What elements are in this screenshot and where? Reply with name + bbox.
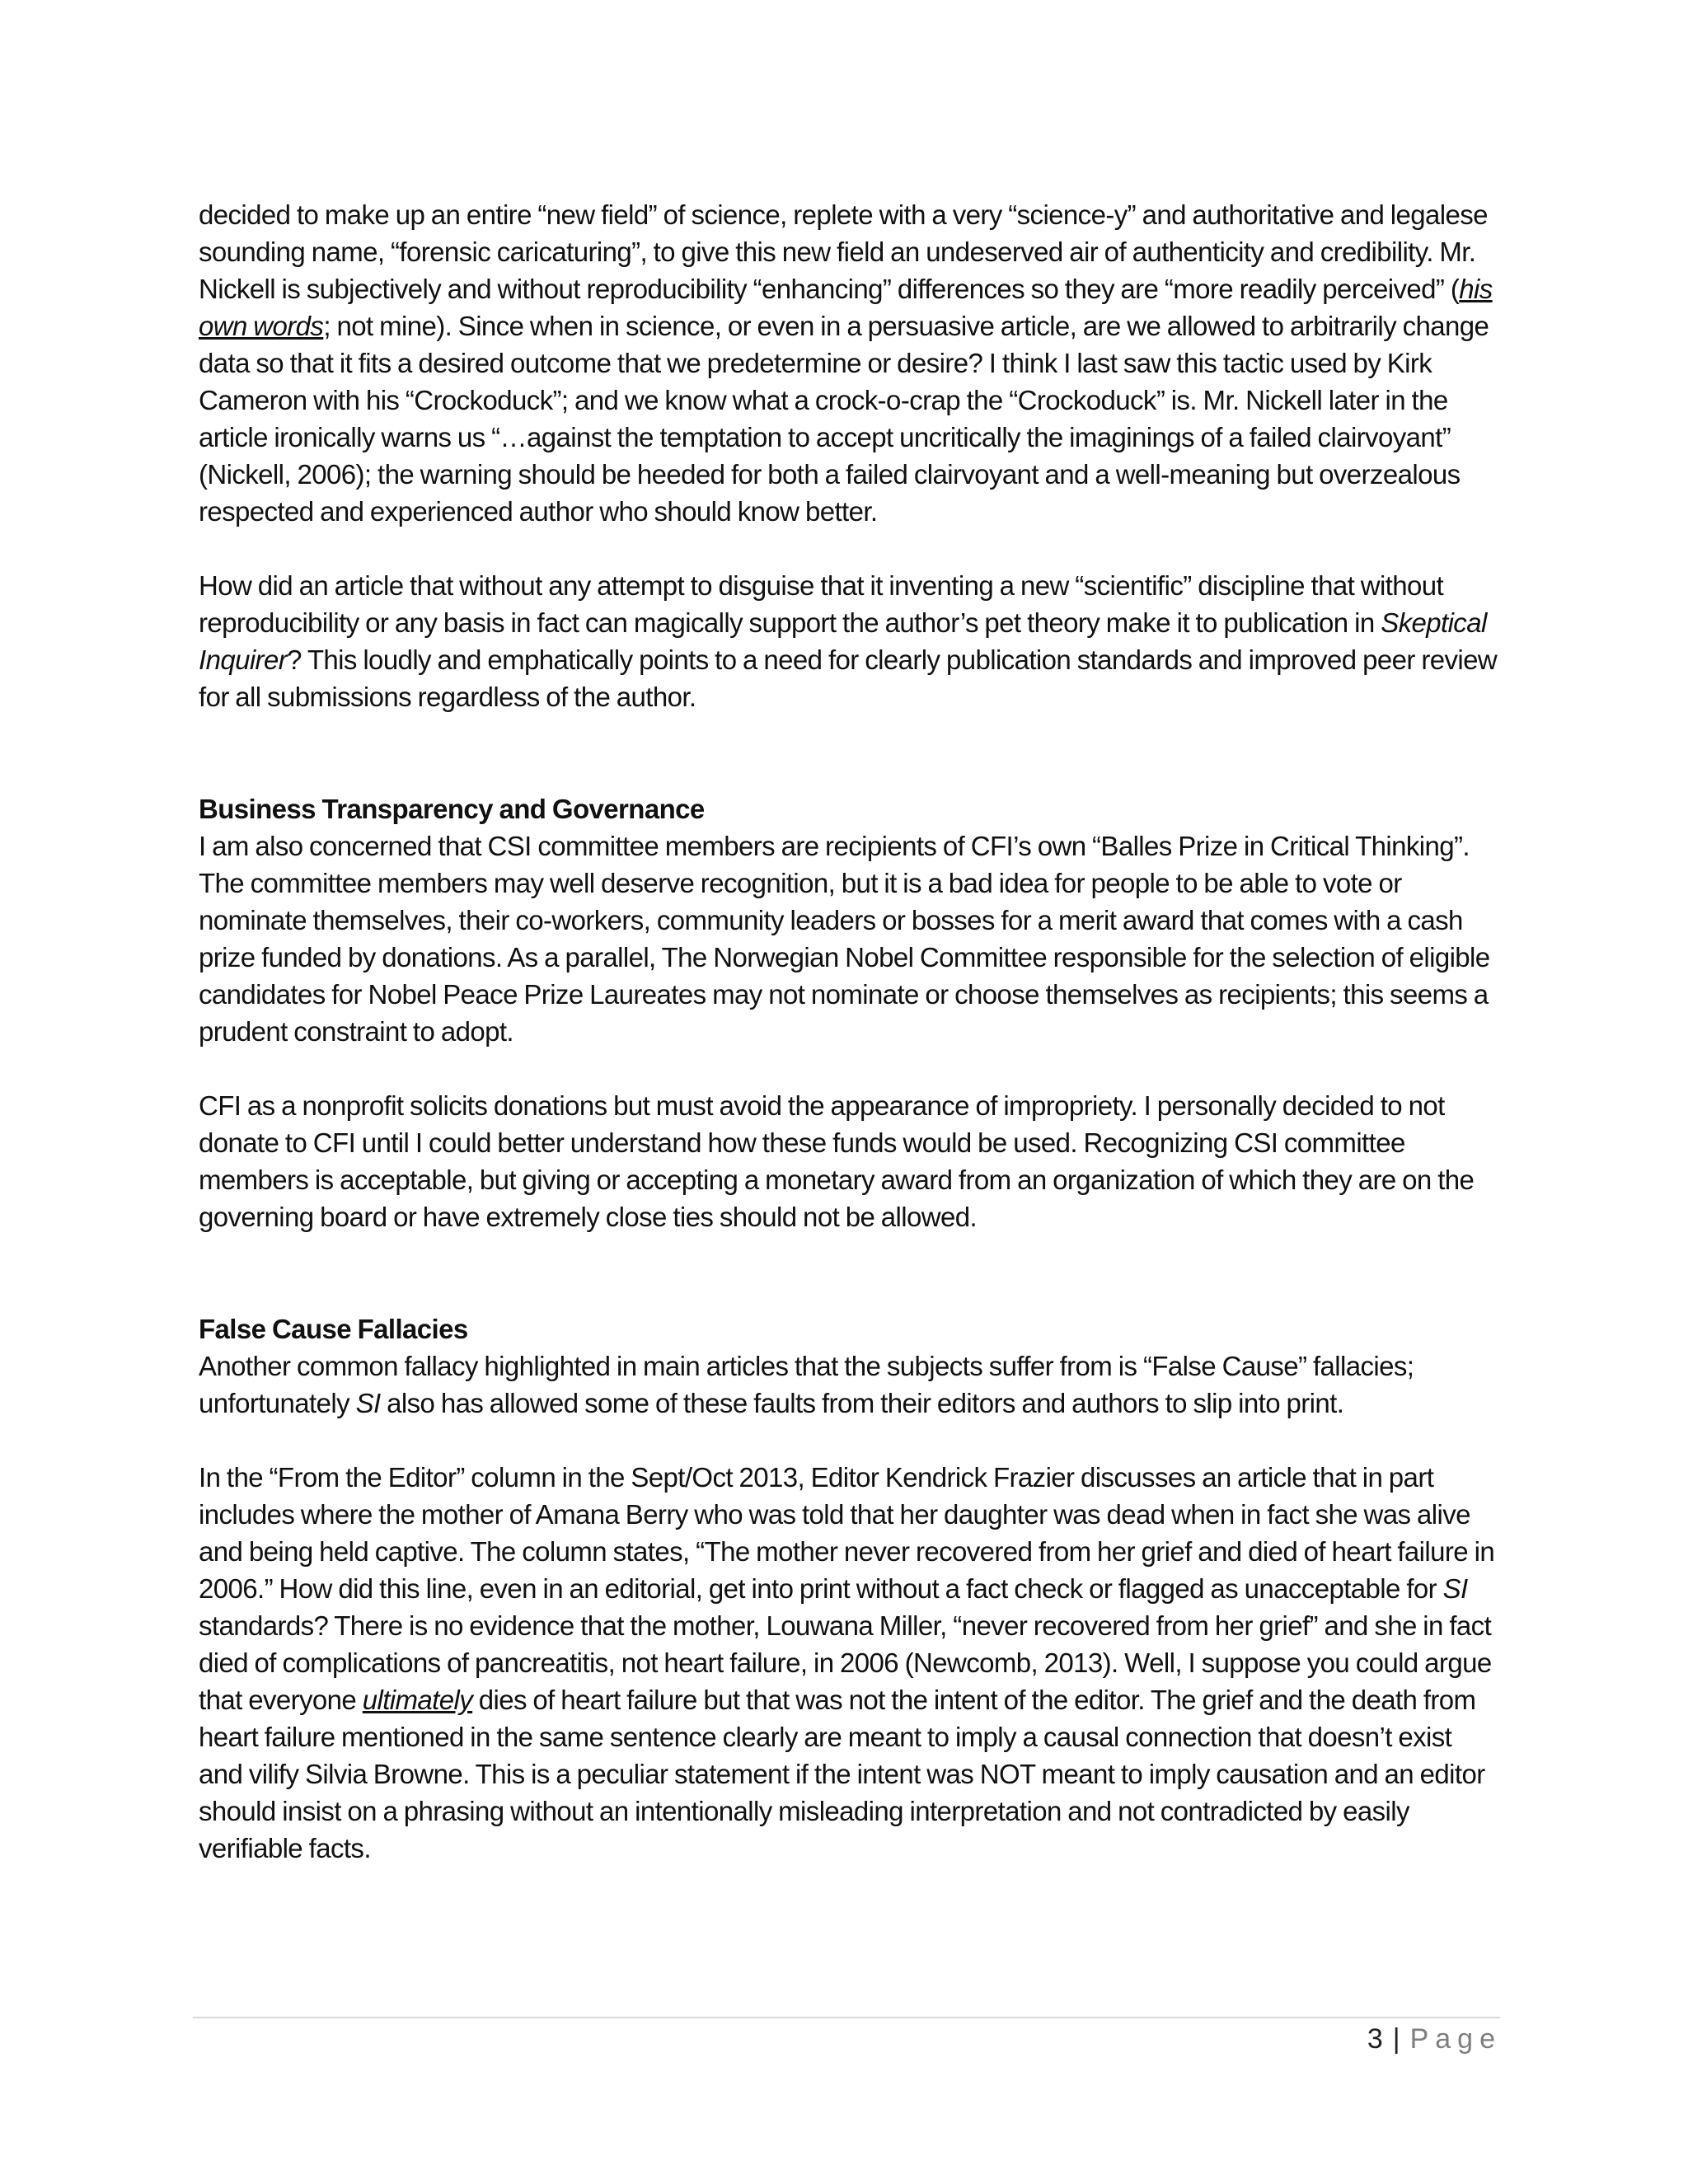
text-run: How did an article that without any attempt to disguise that it inventing a new “scientific” discipline that without reproducibility or any basis in fact can magically support the author’s pet theory make it to publication in	[199, 570, 1444, 638]
paragraph-balles-prize: I am also concerned that CSI committee members are recipients of CFI’s own “Balles Prize in Critical Thinking”. The committee members may well deserve recognition, but it is a bad idea for people to be able to vote or nominate themselves, their co-workers, community leaders or bosses for a merit award that comes with a cash prize funded by donations. As a parallel, The Norwegian Nobel Committee responsible for the selection of eligible candidates for Nobel Peace Prize Laureates may not nominate or choose themselves as recipients; this seems a prudent constraint to adopt.	[199, 831, 1490, 1047]
text-run: standards? There is no evidence that the mother, Louwana Miller, “never recovered from her grief” and she in fact died of complications of pancreatitis, not heart failure, in 2006 (Newcomb, 2013). Well, I suppose you could argue that everyone	[199, 1610, 1492, 1715]
paragraph-from-the-editor	[199, 1459, 1501, 1867]
text-run: In the “From the Editor” column in the Sept/Oct 2013, Editor Kendrick Frazier discusses an article that in part includes where the mother of Amana Berry who was told that her daughter was dead when in fact she was alive and being held captive. The column states, “The mother never recovered from her grief and died of heart failure in 2006.” How did this line, even in an editorial, get into print without a fact check or flagged as unacceptable for	[199, 1462, 1495, 1604]
emphasis-his-own-words: his own words	[199, 274, 1493, 341]
text-run: decided to make up an entire “new field” of science, replete with a very “science-y” and authoritative and legalese sounding name, “forensic caricaturing”, to give this new field an undeserved air of authenticity and credibility. Mr. Nickell is subjectively and without reproducibility “enhancing” differences so they are “more readily perceived” (	[199, 199, 1488, 304]
page-number: 3	[1367, 2023, 1383, 2055]
paragraph-publication-standards	[199, 567, 1501, 715]
emphasis-skeptical-inquirer: Skeptical Inquirer	[199, 607, 1487, 675]
document-body	[199, 196, 1501, 1904]
emphasis-ultimately: ultimately	[362, 1685, 473, 1715]
paragraph-forensic-caricaturing	[199, 196, 1501, 530]
text-run: ; not mine). Since when in science, or even in a persuasive article, are we allowed to arbitrarily change data so that it fits a desired outcome that we predetermine or desire? I think I last saw this tactic used by Kirk Cameron with his “Crockoduck”; and we know what a crock-o-crap the “Crockoduck” is. Mr. Nickell later in the article ironically warns us “…against the temptation to accept uncritically the imaginings of a failed clairvoyant” (Nickell, 2006); the warning should be heeded for both a failed clairvoyant and a well-meaning but overzealous respected and experienced author who should know better.	[199, 311, 1489, 527]
heading-false-cause-fallacies: False Cause Fallacies	[199, 1314, 468, 1344]
section-spacer	[199, 752, 1501, 790]
emphasis-si: SI	[1442, 1573, 1468, 1604]
paragraph-cfi-donations: CFI as a nonprofit solicits donations but must avoid the appearance of impropriety. I personally decided to not donate to CFI until I could better understand how these funds would be used. Recognizing CSI committee members is acceptable, but giving or accepting a monetary award from an organization of which they are on the governing board or have extremely close ties should not be allowed.	[199, 1090, 1475, 1232]
text-run: dies of heart failure but that was not the intent of the editor. The grief and the death from heart failure mentioned in the same sentence clearly are meant to imply a causal connection that doesn’t exist and vilify Silvia Browne. This is a peculiar statement if the intent was NOT meant to imply causation and an editor should insist on a phrasing without an intentionally misleading interpretation and not contradicted by easily verifiable facts.	[199, 1685, 1485, 1863]
heading-business-transparency: Business Transparency and Governance	[199, 794, 705, 824]
text-run: also has allowed some of these faults from their editors and authors to slip into print.	[380, 1388, 1344, 1418]
paragraph-false-cause-intro	[199, 1347, 1501, 1422]
section-spacer	[199, 1272, 1501, 1310]
text-run: ? This loudly and emphatically points to a need for clearly publication standards and improved peer review for all submissions regardless of the author.	[199, 644, 1498, 712]
page-label: Page	[1409, 2023, 1502, 2055]
footer-separator: |	[1392, 2023, 1400, 2055]
text-run: Another common fallacy highlighted in main articles that the subjects suffer from is “False Cause” fallacies; unfortunately	[199, 1351, 1414, 1418]
page-footer	[1367, 2018, 1502, 2060]
emphasis-si: SI	[355, 1388, 381, 1418]
footer-divider	[193, 2017, 1500, 2018]
